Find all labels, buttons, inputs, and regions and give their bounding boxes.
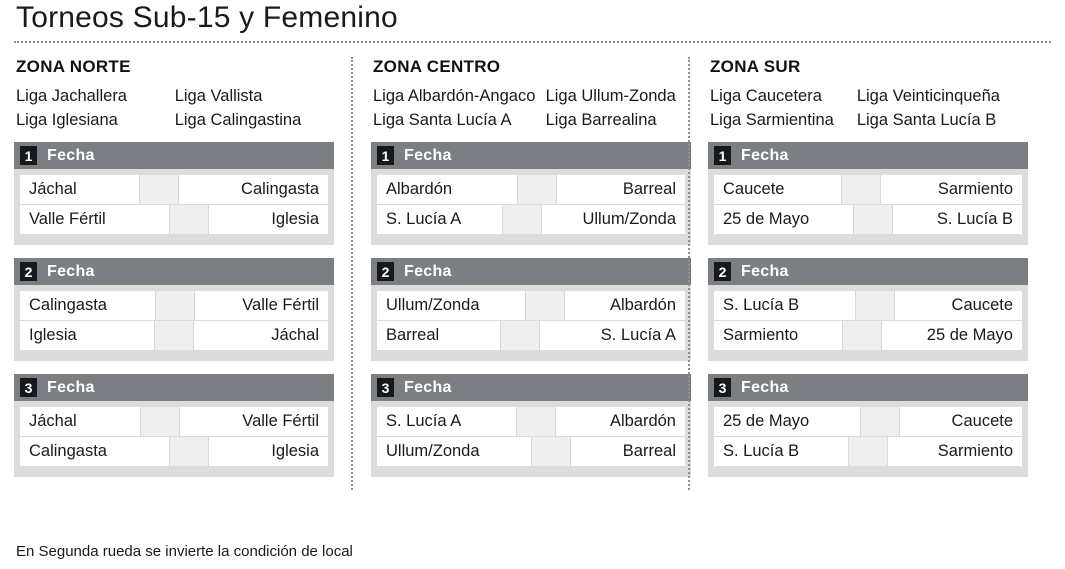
away-team: Iglesia bbox=[209, 437, 328, 466]
home-team: S. Lucía B bbox=[714, 291, 855, 320]
fecha-block bbox=[708, 142, 1028, 245]
away-team: Jáchal bbox=[194, 321, 328, 350]
fecha-header bbox=[708, 258, 1028, 285]
league-name: Liga Veinticinqueña bbox=[856, 87, 1000, 105]
zone-leagues bbox=[710, 86, 1013, 131]
league-name: Liga Barrealina bbox=[545, 111, 657, 129]
match-row bbox=[377, 437, 685, 466]
title-divider bbox=[14, 41, 1051, 43]
away-team: Sarmiento bbox=[888, 437, 1022, 466]
fecha-block bbox=[371, 374, 691, 477]
fecha-label: Fecha bbox=[404, 378, 452, 396]
away-team: Albardón bbox=[556, 407, 685, 436]
fecha-label: Fecha bbox=[404, 262, 452, 280]
home-team: 25 de Mayo bbox=[714, 205, 853, 234]
score-cell bbox=[139, 175, 179, 204]
fecha-number: 2 bbox=[20, 262, 37, 281]
match-row bbox=[377, 175, 685, 204]
zone-column-centro bbox=[351, 57, 688, 490]
fecha-label: Fecha bbox=[741, 262, 789, 280]
match-row bbox=[714, 437, 1022, 466]
zone-title: ZONA CENTRO bbox=[373, 57, 501, 76]
fecha-block bbox=[708, 374, 1028, 477]
away-team: Sarmiento bbox=[881, 175, 1022, 204]
footnote: En Segunda rueda se invierte la condición de local bbox=[16, 543, 353, 560]
score-cell bbox=[860, 407, 900, 436]
match-row bbox=[20, 205, 328, 234]
league-name: Liga Caucetera bbox=[710, 87, 822, 105]
away-team: Valle Fértil bbox=[180, 407, 329, 436]
fecha-header bbox=[371, 142, 691, 169]
fecha-header bbox=[371, 258, 691, 285]
match-row bbox=[714, 205, 1022, 234]
score-cell bbox=[154, 321, 194, 350]
score-cell bbox=[853, 205, 893, 234]
match-row bbox=[377, 291, 685, 320]
fecha-number: 3 bbox=[714, 378, 731, 397]
away-team: Caucete bbox=[895, 291, 1022, 320]
match-row bbox=[20, 291, 328, 320]
zone-column-norte bbox=[14, 57, 351, 490]
fecha-block bbox=[14, 258, 334, 361]
fecha-number: 1 bbox=[377, 146, 394, 165]
league-name: Liga Calingastina bbox=[174, 111, 302, 129]
score-cell bbox=[842, 321, 882, 350]
page-title: Torneos Sub-15 y Femenino bbox=[16, 1, 398, 34]
score-cell bbox=[140, 407, 180, 436]
fecha-label: Fecha bbox=[741, 378, 789, 396]
fecha-block bbox=[708, 258, 1028, 361]
zones-container bbox=[14, 57, 1051, 490]
home-team: Jáchal bbox=[20, 175, 139, 204]
fecha-label: Fecha bbox=[404, 146, 452, 164]
away-team: S. Lucía A bbox=[540, 321, 685, 350]
fecha-block bbox=[14, 142, 334, 245]
away-team: Barreal bbox=[557, 175, 685, 204]
score-cell bbox=[516, 407, 556, 436]
fecha-header bbox=[708, 374, 1028, 401]
home-team: Albardón bbox=[377, 175, 517, 204]
fecha-label: Fecha bbox=[741, 146, 789, 164]
away-team: Calingasta bbox=[179, 175, 328, 204]
home-team: Ullum/Zonda bbox=[377, 437, 531, 466]
match-row bbox=[377, 205, 685, 234]
away-team: Ullum/Zonda bbox=[542, 205, 685, 234]
match-row bbox=[20, 321, 328, 350]
away-team: Albardón bbox=[565, 291, 685, 320]
home-team: S. Lucía A bbox=[377, 205, 502, 234]
fecha-block bbox=[14, 374, 334, 477]
score-cell bbox=[517, 175, 557, 204]
league-name: Liga Iglesiana bbox=[16, 111, 118, 129]
match-row bbox=[377, 407, 685, 436]
fecha-number: 2 bbox=[377, 262, 394, 281]
away-team: Caucete bbox=[900, 407, 1022, 436]
home-team: S. Lucía B bbox=[714, 437, 848, 466]
match-row bbox=[377, 321, 685, 350]
home-team: Ullum/Zonda bbox=[377, 291, 525, 320]
match-row bbox=[714, 291, 1022, 320]
home-team: Sarmiento bbox=[714, 321, 842, 350]
league-name: Liga Santa Lucía A bbox=[373, 111, 512, 129]
zone-leagues bbox=[373, 86, 676, 131]
league-name: Liga Vallista bbox=[174, 87, 263, 105]
score-cell bbox=[502, 205, 542, 234]
match-row bbox=[20, 437, 328, 466]
zone-leagues bbox=[16, 86, 339, 131]
league-name: Liga Jachallera bbox=[16, 87, 127, 105]
score-cell bbox=[169, 205, 209, 234]
league-name: Liga Sarmientina bbox=[710, 111, 834, 129]
home-team: Barreal bbox=[377, 321, 500, 350]
fecha-header bbox=[14, 374, 334, 401]
home-team: Calingasta bbox=[20, 291, 155, 320]
match-row bbox=[20, 407, 328, 436]
score-cell bbox=[525, 291, 565, 320]
fecha-label: Fecha bbox=[47, 262, 95, 280]
fecha-header bbox=[371, 374, 691, 401]
league-name: Liga Albardón-Angaco bbox=[373, 87, 536, 105]
fecha-block bbox=[371, 142, 691, 245]
fecha-number: 1 bbox=[714, 146, 731, 165]
fecha-header bbox=[14, 258, 334, 285]
fecha-number: 3 bbox=[20, 378, 37, 397]
away-team: Iglesia bbox=[209, 205, 329, 234]
match-row bbox=[714, 175, 1022, 204]
fecha-block bbox=[371, 258, 691, 361]
fecha-label: Fecha bbox=[47, 378, 95, 396]
league-name: Liga Santa Lucía B bbox=[856, 111, 997, 129]
home-team: Calingasta bbox=[20, 437, 169, 466]
match-row bbox=[714, 321, 1022, 350]
fecha-number: 2 bbox=[714, 262, 731, 281]
fecha-number: 1 bbox=[20, 146, 37, 165]
score-cell bbox=[169, 437, 209, 466]
home-team: Iglesia bbox=[20, 321, 154, 350]
home-team: 25 de Mayo bbox=[714, 407, 860, 436]
home-team: Valle Fértil bbox=[20, 205, 169, 234]
away-team: 25 de Mayo bbox=[882, 321, 1022, 350]
score-cell bbox=[500, 321, 540, 350]
away-team: Barreal bbox=[571, 437, 685, 466]
away-team: Valle Fértil bbox=[195, 291, 328, 320]
match-row bbox=[20, 175, 328, 204]
home-team: S. Lucía A bbox=[377, 407, 516, 436]
zone-title: ZONA NORTE bbox=[16, 57, 131, 76]
league-name: Liga Ullum-Zonda bbox=[545, 87, 676, 105]
away-team: S. Lucía B bbox=[893, 205, 1022, 234]
match-row bbox=[714, 407, 1022, 436]
fecha-number: 3 bbox=[377, 378, 394, 397]
zone-title: ZONA SUR bbox=[710, 57, 801, 76]
home-team: Jáchal bbox=[20, 407, 140, 436]
score-cell bbox=[155, 291, 195, 320]
score-cell bbox=[531, 437, 571, 466]
fecha-header bbox=[708, 142, 1028, 169]
score-cell bbox=[848, 437, 888, 466]
fecha-label: Fecha bbox=[47, 146, 95, 164]
score-cell bbox=[855, 291, 895, 320]
score-cell bbox=[841, 175, 881, 204]
fecha-header bbox=[14, 142, 334, 169]
zone-column-sur bbox=[688, 57, 1025, 490]
home-team: Caucete bbox=[714, 175, 841, 204]
